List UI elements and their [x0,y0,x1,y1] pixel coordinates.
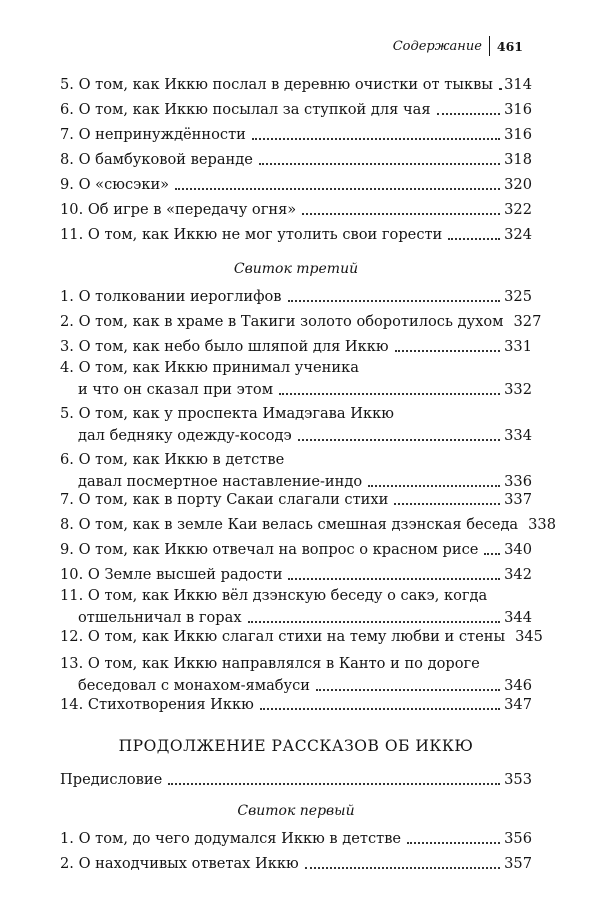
toc-entry-preface[interactable]: Предисловие 353 [60,771,532,788]
toc-entry[interactable]: 8. О бамбуковой веранде 318 [60,151,532,168]
header-divider [489,36,490,56]
toc-entry[interactable]: 10. Об игре в «передачу огня» 322 [60,201,532,218]
toc-entry[interactable]: 6. О том, как Иккю в детстве давал посмертное наставление-индо 336 [60,451,532,490]
toc-entry[interactable]: 7. О том, как в порту Сакаи слагали стихи 337 [60,491,532,508]
header-title: Содержание [392,38,482,54]
toc-entry[interactable]: 3. О том, как небо было шляпой для Иккю 331 [60,338,532,355]
toc-entry[interactable]: 2. О том, как в храме в Такиги золото оборотилось духом 327 [60,313,542,330]
toc-entry[interactable]: 9. О «сюсэки» 320 [60,176,532,193]
toc-entry[interactable]: 8. О том, как в земле Каи велась смешная дзэнская беседа 338 [60,516,556,533]
toc-entry[interactable]: 2. О находчивых ответах Иккю 357 [60,855,532,872]
toc-entry[interactable]: 9. О том, как Иккю отвечал на вопрос о красном рисе 340 [60,541,532,558]
running-header [393,36,523,56]
page-number: 461 [496,38,523,54]
toc-entry[interactable]: 12. О том, как Иккю слагал стихи на тему любви и стены 345 [60,628,543,645]
toc-entry[interactable]: 1. О том, до чего додумался Иккю в детстве 356 [60,830,532,847]
toc-entry[interactable]: 5. О том, как Иккю послал в деревню очистки от тыквы 314 [60,76,532,93]
toc-entry[interactable]: 7. О непринуждённости 316 [60,126,532,143]
toc-entry[interactable]: 6. О том, как Иккю посылал за ступкой для чая 316 [60,101,532,118]
toc-entry[interactable]: 4. О том, как Иккю принимал ученика и что он сказал при этом 332 [60,359,532,398]
section-heading-scroll-three: Свиток третий [233,261,359,277]
toc-entry[interactable]: 11. О том, как Иккю вёл дзэнскую беседу о сакэ, когда отшельничал в горах 344 [60,587,532,626]
toc-entry[interactable]: 5. О том, как у проспекта Имадэгава Иккю дал бедняку одежду-косодэ 334 [60,405,532,444]
section-heading-scroll-one: Свиток первый [237,803,355,819]
toc-entry[interactable]: 14. Стихотворения Иккю 347 [60,696,532,713]
toc-entry[interactable]: 1. О толковании иероглифов 325 [60,288,532,305]
toc-entry[interactable]: 10. О Земле высшей радости 342 [60,566,532,583]
toc-entry[interactable]: 13. О том, как Иккю направлялся в Канто и по дороге беседовал с монахом-ямабуси 346 [60,655,532,694]
toc-entry[interactable]: 11. О том, как Иккю не мог утолить свои горести 324 [60,226,532,243]
part-title: ПРОДОЛЖЕНИЕ РАССКАЗОВ ОБ ИККЮ [118,737,474,755]
